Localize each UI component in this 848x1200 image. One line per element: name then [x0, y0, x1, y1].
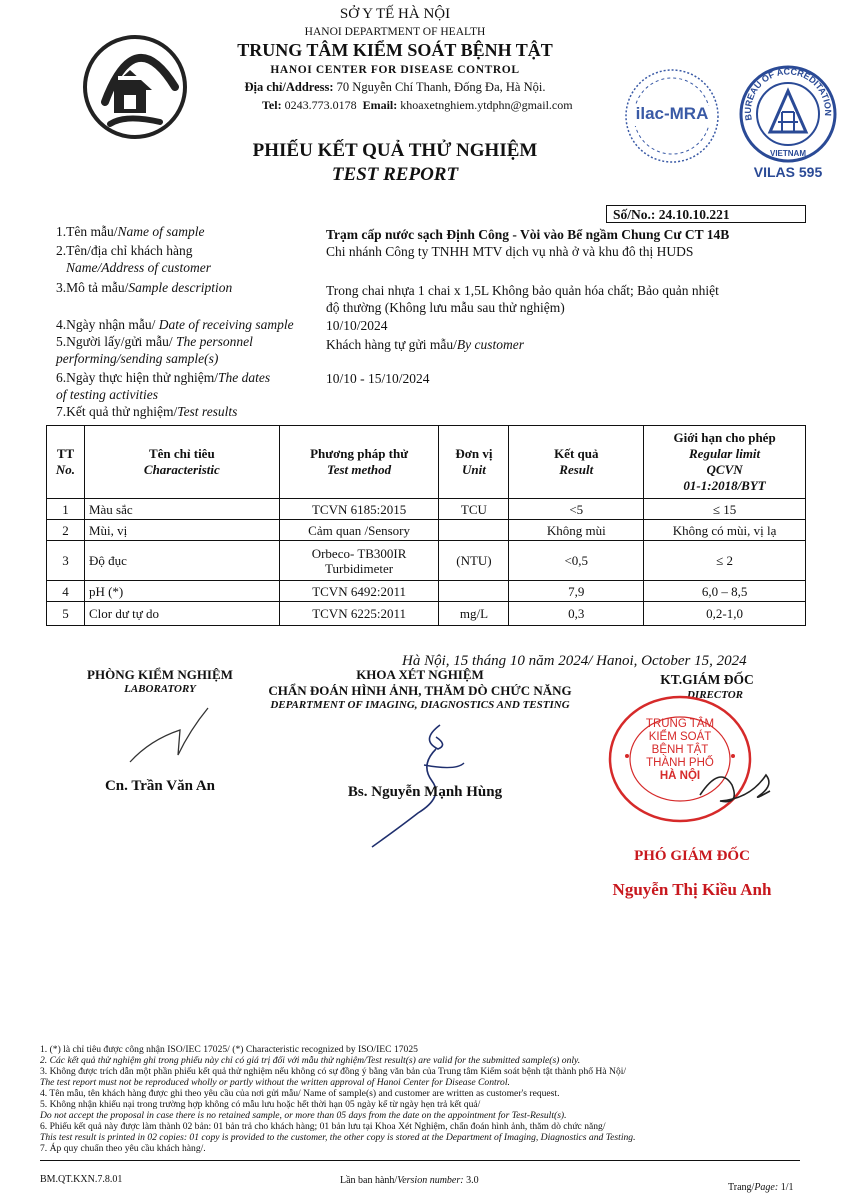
table-header-row: [47, 426, 806, 499]
cell-unit: mg/L: [439, 602, 509, 626]
report-title-en: TEST REPORT: [331, 164, 459, 185]
deputy-director-name: Nguyễn Thị Kiều Anh: [612, 880, 772, 899]
note-line: 4. Tên mẫu, tên khách hàng được ghi theo yêu cầu của nơi gửi mẫu/ Name of sample(s) and customer are written as customer's request.: [40, 1088, 560, 1099]
note-line: 7. Áp quy chuẩn theo yêu cầu khách hàng/.: [40, 1143, 206, 1154]
deputy-director-title: PHÓ GIÁM ĐỐC: [634, 848, 750, 864]
col-header-result: Kết quả Result: [509, 426, 644, 499]
field-description-value-1: Trong chai nhựa 1 chai x 1,5L Không bảo quản hóa chất; Bảo quản nhiệt: [326, 283, 719, 298]
col-header-method: Phương pháp thử Test method: [279, 426, 439, 499]
footer-divider: [40, 1160, 800, 1161]
note-line: 1. (*) là chỉ tiêu được công nhận ISO/IEC 17025/ (*) Characteristic recognized by ISO/IEC 17025: [40, 1044, 418, 1055]
cell-no: 4: [47, 581, 85, 602]
director-title-en: DIRECTOR: [686, 689, 744, 701]
cell-name: Màu sắc: [84, 499, 279, 520]
col-header-characteristic: Tên chỉ tiêu Characteristic: [84, 426, 279, 499]
lab-signature: [120, 700, 230, 770]
stamp-line-5: HÀ NỘI: [659, 770, 701, 782]
stamp-line-4: THÀNH PHỐ: [646, 757, 714, 769]
note-line: This test result is printed in 02 copies: 01 copy is provided to the customer, the other copy is stored at the Department of Imaging, Diagnostics and Testing.: [40, 1132, 636, 1143]
lab-title: PHÒNG KIỂM NGHIỆM: [87, 667, 233, 682]
center-en: HANOI CENTER FOR DISEASE CONTROL: [270, 64, 520, 76]
cell-result: 7,9: [509, 581, 644, 602]
address-line: Địa chỉ/Address: 70 Nguyễn Chí Thanh, Đống Đa, Hà Nội.: [244, 80, 546, 94]
stamp-line-2: KIỂM SOÁT: [648, 731, 712, 743]
table-row: [47, 499, 806, 520]
field-receiving-label: 4.Ngày nhận mẫu/ Date of receiving sample: [56, 317, 294, 332]
cell-limit: 0,2-1,0: [644, 602, 806, 626]
cell-method: TCVN 6185:2015: [279, 499, 439, 520]
cell-no: 3: [47, 541, 85, 581]
cell-name: Mùi, vị: [84, 520, 279, 541]
cell-name: pH (*): [84, 581, 279, 602]
table-row: [47, 581, 806, 602]
field-dates-label-2: of testing activities: [56, 387, 158, 402]
cell-unit: [439, 581, 509, 602]
dept-person: Bs. Nguyễn Mạnh Hùng: [347, 784, 503, 800]
svg-text:BUREAU OF ACCREDITATION: BUREAU OF ACCREDITATION: [742, 66, 834, 122]
field-personnel-value: Khách hàng tự gửi mẫu/By customer: [326, 337, 524, 352]
center-vn: TRUNG TÂM KIỂM SOÁT BỆNH TẬT: [237, 40, 553, 60]
cell-name: Clor dư tự do: [84, 602, 279, 626]
dept-sign-title-1: KHOA XÉT NGHIỆM: [356, 667, 484, 682]
cell-method: TCVN 6492:2011: [279, 581, 439, 602]
table-row: [47, 541, 806, 581]
field-description-value-2: độ thường (Không lưu mẫu sau thử nghiệm): [326, 300, 565, 315]
col-header-limit: Giới hạn cho phép Regular limit QCVN 01-1:2018/BYT: [644, 426, 806, 499]
note-line: 2. Các kết quả thử nghiệm ghi trong phiếu này chỉ có giá trị đối với mẫu thử nghiệm/Test result(s) are valid for the submitted sample(s) only.: [40, 1055, 581, 1066]
lab-person: Cn. Trần Văn An: [104, 778, 216, 794]
field-customer-label-vn: 2.Tên/địa chỉ khách hàng: [56, 243, 193, 258]
cell-limit: 6,0 – 8,5: [644, 581, 806, 602]
vilas-code: VILAS 595: [753, 164, 823, 180]
field-receiving-value: 10/10/2024: [326, 318, 388, 333]
version-number: Lần ban hành/Version number: 3.0: [340, 1175, 479, 1186]
dept-vn: SỞ Y TẾ HÀ NỘI: [339, 6, 451, 22]
results-table: [46, 425, 806, 626]
cell-limit: ≤ 15: [644, 499, 806, 520]
stamp-line-3: BỆNH TẬT: [651, 744, 709, 756]
cell-unit: [439, 520, 509, 541]
col-header-no: TT No.: [47, 426, 85, 499]
field-description-label: 3.Mô tả mẫu/Sample description: [56, 280, 233, 295]
dept-sign-title-2: CHẨN ĐOÁN HÌNH ẢNH, THĂM DÒ CHỨC NĂNG: [268, 683, 572, 698]
hanoi-cdc-logo: [80, 32, 190, 142]
issue-date: Hà Nội, 15 tháng 10 năm 2024/ Hanoi, October 15, 2024: [402, 653, 747, 669]
table-row: [47, 602, 806, 626]
field-customer-value: Chi nhánh Công ty TNHH MTV dịch vụ nhà ở và khu đô thị HUDS: [326, 244, 694, 259]
field-dates-value: 10/10 - 15/10/2024: [326, 371, 430, 386]
cell-limit: Không có mùi, vị lạ: [644, 520, 806, 541]
field-sample-name-label: 1.Tên mẫu/Name of sample: [56, 224, 205, 239]
cell-unit: (NTU): [439, 541, 509, 581]
page-number: Trang/Page: 1/1: [728, 1182, 794, 1193]
notes: [40, 1044, 800, 1154]
cell-method: Orbeco- TB300IR Turbidimeter: [279, 541, 439, 581]
lab-title-en: LABORATORY: [124, 683, 196, 695]
cell-result: Không mùi: [509, 520, 644, 541]
note-line: 5. Không nhận khiếu nại trong trường hợp không có mẫu lưu hoặc hết thời hạn 05 ngày kể từ ngày hẹn trả kết quả/: [40, 1099, 481, 1110]
field-dates-label-1: 6.Ngày thực hiện thử nghiệm/The dates: [56, 370, 271, 385]
director-title: KT.GIÁM ĐỐC: [660, 672, 754, 687]
field-customer-label-en: Name/Address of customer: [66, 260, 211, 275]
note-line: 3. Không được trích dẫn một phần phiếu kết quả thử nghiệm nếu không có sự đồng ý bằng văn bản của Trung tâm Kiểm soát bệnh tật thành phố Hà Nội/: [40, 1066, 627, 1077]
dept-sign-title-en: DEPARTMENT OF IMAGING, DIAGNOSTICS AND TESTING: [270, 699, 570, 711]
cell-result: <5: [509, 499, 644, 520]
report-number: Số/No.: 24.10.10.221: [606, 205, 806, 223]
svg-text:VIETNAM: VIETNAM: [770, 149, 806, 158]
field-results-label: 7.Kết quả thử nghiệm/Test results: [56, 404, 238, 419]
cell-method: Cảm quan /Sensory: [279, 520, 439, 541]
note-line: The test report must not be reproduced wholly or partly without the written approval of Hanoi Center for Disease Control.: [40, 1077, 510, 1088]
note-line: Do not accept the proposal in case there is no retained sample, or more than 05 days from the date on the appointment for Test-Result(s).: [40, 1110, 567, 1121]
form-code: BM.QT.KXN.7.8.01: [40, 1174, 123, 1185]
cell-no: 5: [47, 602, 85, 626]
report-title-vn: PHIẾU KẾT QUẢ THỬ NGHIỆM: [252, 140, 538, 161]
cell-name: Độ đục: [84, 541, 279, 581]
col-header-unit: Đơn vị Unit: [439, 426, 509, 499]
cell-method: TCVN 6225:2011: [279, 602, 439, 626]
table-row: [47, 520, 806, 541]
cell-unit: TCU: [439, 499, 509, 520]
cell-limit: ≤ 2: [644, 541, 806, 581]
field-personnel-label-1: 5.Người lấy/gửi mẫu/ The personnel: [56, 334, 253, 349]
cell-no: 2: [47, 520, 85, 541]
cell-result: 0,3: [509, 602, 644, 626]
note-line: 6. Phiếu kết quả này được làm thành 02 bản: 01 bản trả cho khách hàng; 01 bản lưu tại Khoa Xét Nghiệm, chẩn đoán hình ảnh, thăm dò chức năng/: [40, 1121, 606, 1132]
ilac-mra-logo: [622, 66, 722, 166]
ilac-label: ilac-MRA: [635, 104, 709, 123]
field-personnel-label-2: performing/sending sample(s): [56, 351, 219, 366]
cell-result: <0,5: [509, 541, 644, 581]
field-sample-name-value: Trạm cấp nước sạch Định Công - Vòi vào Bể ngầm Chung Cư CT 14B: [326, 227, 730, 242]
stamp-line-1: TRUNG TÂM: [645, 718, 715, 730]
contact-line: Tel: 0243.773.0178 Email: khoaxetnghiem.ytdphn@gmail.com: [262, 98, 573, 112]
dept-en: HANOI DEPARTMENT OF HEALTH: [304, 26, 486, 38]
cell-no: 1: [47, 499, 85, 520]
vilas-logo: [738, 64, 838, 184]
director-signature: [680, 755, 790, 825]
